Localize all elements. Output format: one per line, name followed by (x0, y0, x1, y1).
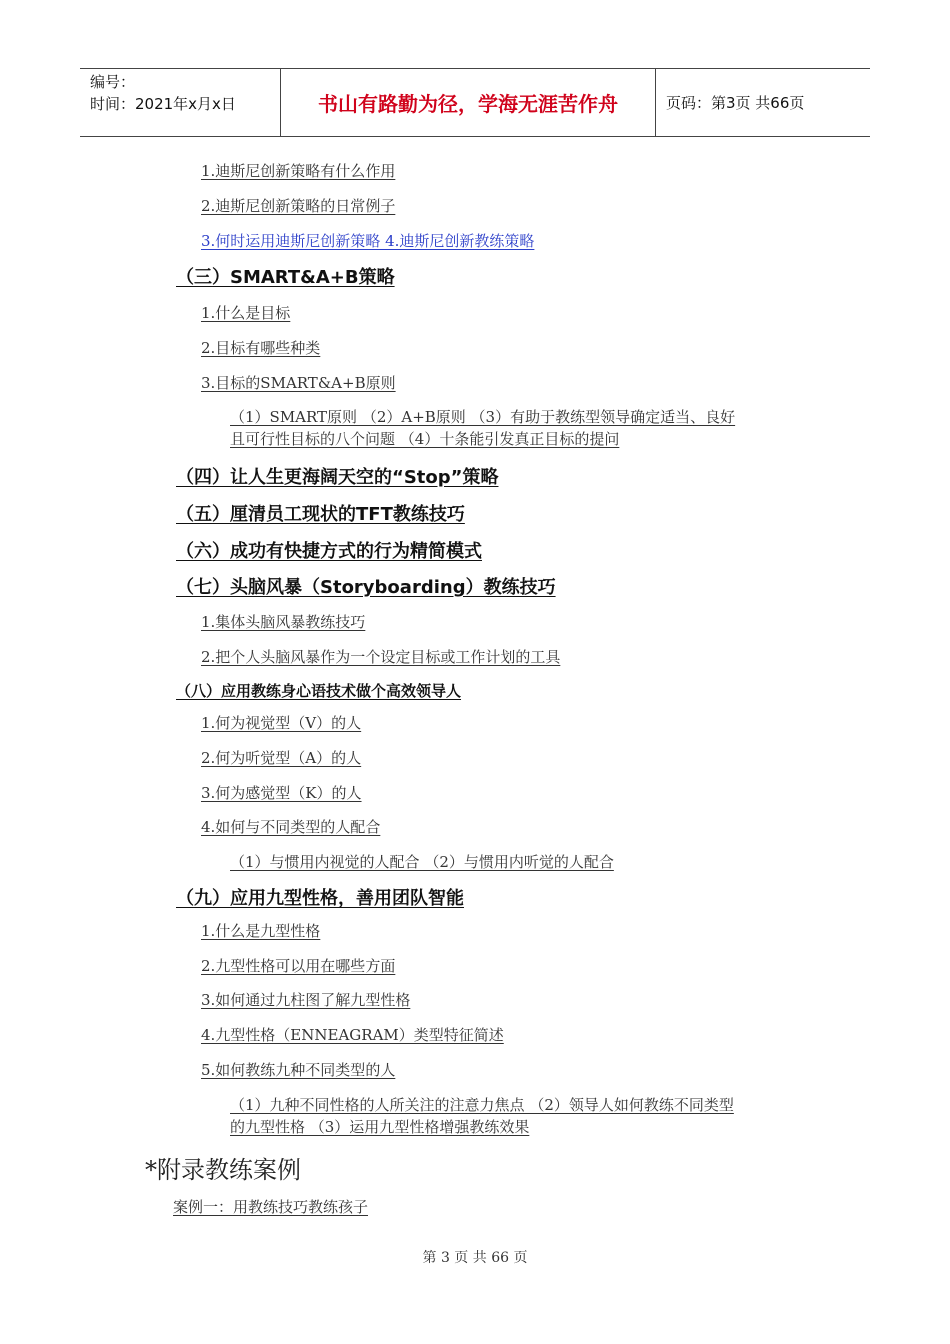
toc-link[interactable]: 的九型性格 （3）运用九型性格增强教练效果 (230, 1118, 530, 1136)
code-label: 编号： (90, 73, 136, 91)
section-heading[interactable]: （六）成功有快捷方式的行为精简模式 (176, 541, 482, 562)
toc-link[interactable]: 2.何为听觉型（A）的人 (201, 749, 362, 767)
section-heading[interactable]: （七）头脑风暴（Storyboarding）教练技巧 (176, 577, 556, 598)
toc-link[interactable]: 5.如何教练九种不同类型的人 (201, 1061, 396, 1079)
toc-link[interactable]: 1.何为视觉型（V）的人 (201, 714, 362, 732)
toc-link[interactable]: 2.九型性格可以用在哪些方面 (201, 957, 396, 975)
page-header (80, 68, 870, 137)
time-label: 时间：2021年x月x日 (90, 95, 236, 113)
toc-link[interactable]: 2.把个人头脑风暴作为一个设定目标或工作计划的工具 (201, 648, 561, 666)
header-motto: 书山有路勤为径，学海无涯苦作舟 (280, 69, 656, 136)
header-page-info: 页码：第3页 共66页 (666, 94, 805, 112)
section-heading[interactable]: （九）应用九型性格，善用团队智能 (176, 888, 464, 909)
toc-link[interactable]: 且可行性目标的八个问题 （4）十条能引发真正目标的提问 (230, 430, 620, 448)
toc-link[interactable]: 2.目标有哪些种类 (201, 339, 321, 357)
toc-link[interactable]: （1）九种不同性格的人所关注的注意力焦点 （2）领导人如何教练不同类型 (230, 1096, 734, 1114)
toc-link[interactable]: 3.何为感觉型（K）的人 (201, 784, 362, 802)
toc-link[interactable]: 案例一：用教练技巧教练孩子 (173, 1198, 369, 1216)
section-heading[interactable]: （四）让人生更海阔天空的“Stop”策略 (176, 467, 499, 488)
page-footer: 第 3 页 共 66 页 (422, 1250, 528, 1266)
section-heading[interactable]: （八）应用教练身心语技术做个高效领导人 (176, 682, 462, 700)
toc-link[interactable]: （1）SMART原则 （2）A+B原则 （3）有助于教练型领导确定适当、良好 (230, 408, 736, 426)
appendix-heading: *附录教练案例 (145, 1156, 301, 1184)
toc-link[interactable]: 1.什么是九型性格 (201, 922, 321, 940)
toc-link[interactable]: 4.如何与不同类型的人配合 (201, 818, 381, 836)
section-heading[interactable]: （五）厘清员工现状的TFT教练技巧 (176, 504, 465, 525)
toc-link[interactable]: （1）与惯用内视觉的人配合 （2）与惯用内听觉的人配合 (230, 853, 614, 871)
section-heading[interactable]: （三）SMART&A+B策略 (176, 267, 395, 288)
toc-link[interactable]: 3.何时运用迪斯尼创新策略 4.迪斯尼创新教练策略 (201, 232, 535, 250)
toc-link[interactable]: 2.迪斯尼创新策略的日常例子 (201, 197, 396, 215)
toc-link[interactable]: 3.如何通过九柱图了解九型性格 (201, 991, 411, 1009)
toc-link[interactable]: 4.九型性格（ENNEAGRAM）类型特征简述 (201, 1026, 504, 1044)
toc-link[interactable]: 3.目标的SMART&A+B原则 (201, 374, 396, 392)
toc-link[interactable]: 1.集体头脑风暴教练技巧 (201, 613, 366, 631)
toc-link[interactable]: 1.什么是目标 (201, 304, 291, 322)
header-meta (80, 69, 280, 136)
toc-link[interactable]: 1.迪斯尼创新策略有什么作用 (201, 162, 396, 180)
